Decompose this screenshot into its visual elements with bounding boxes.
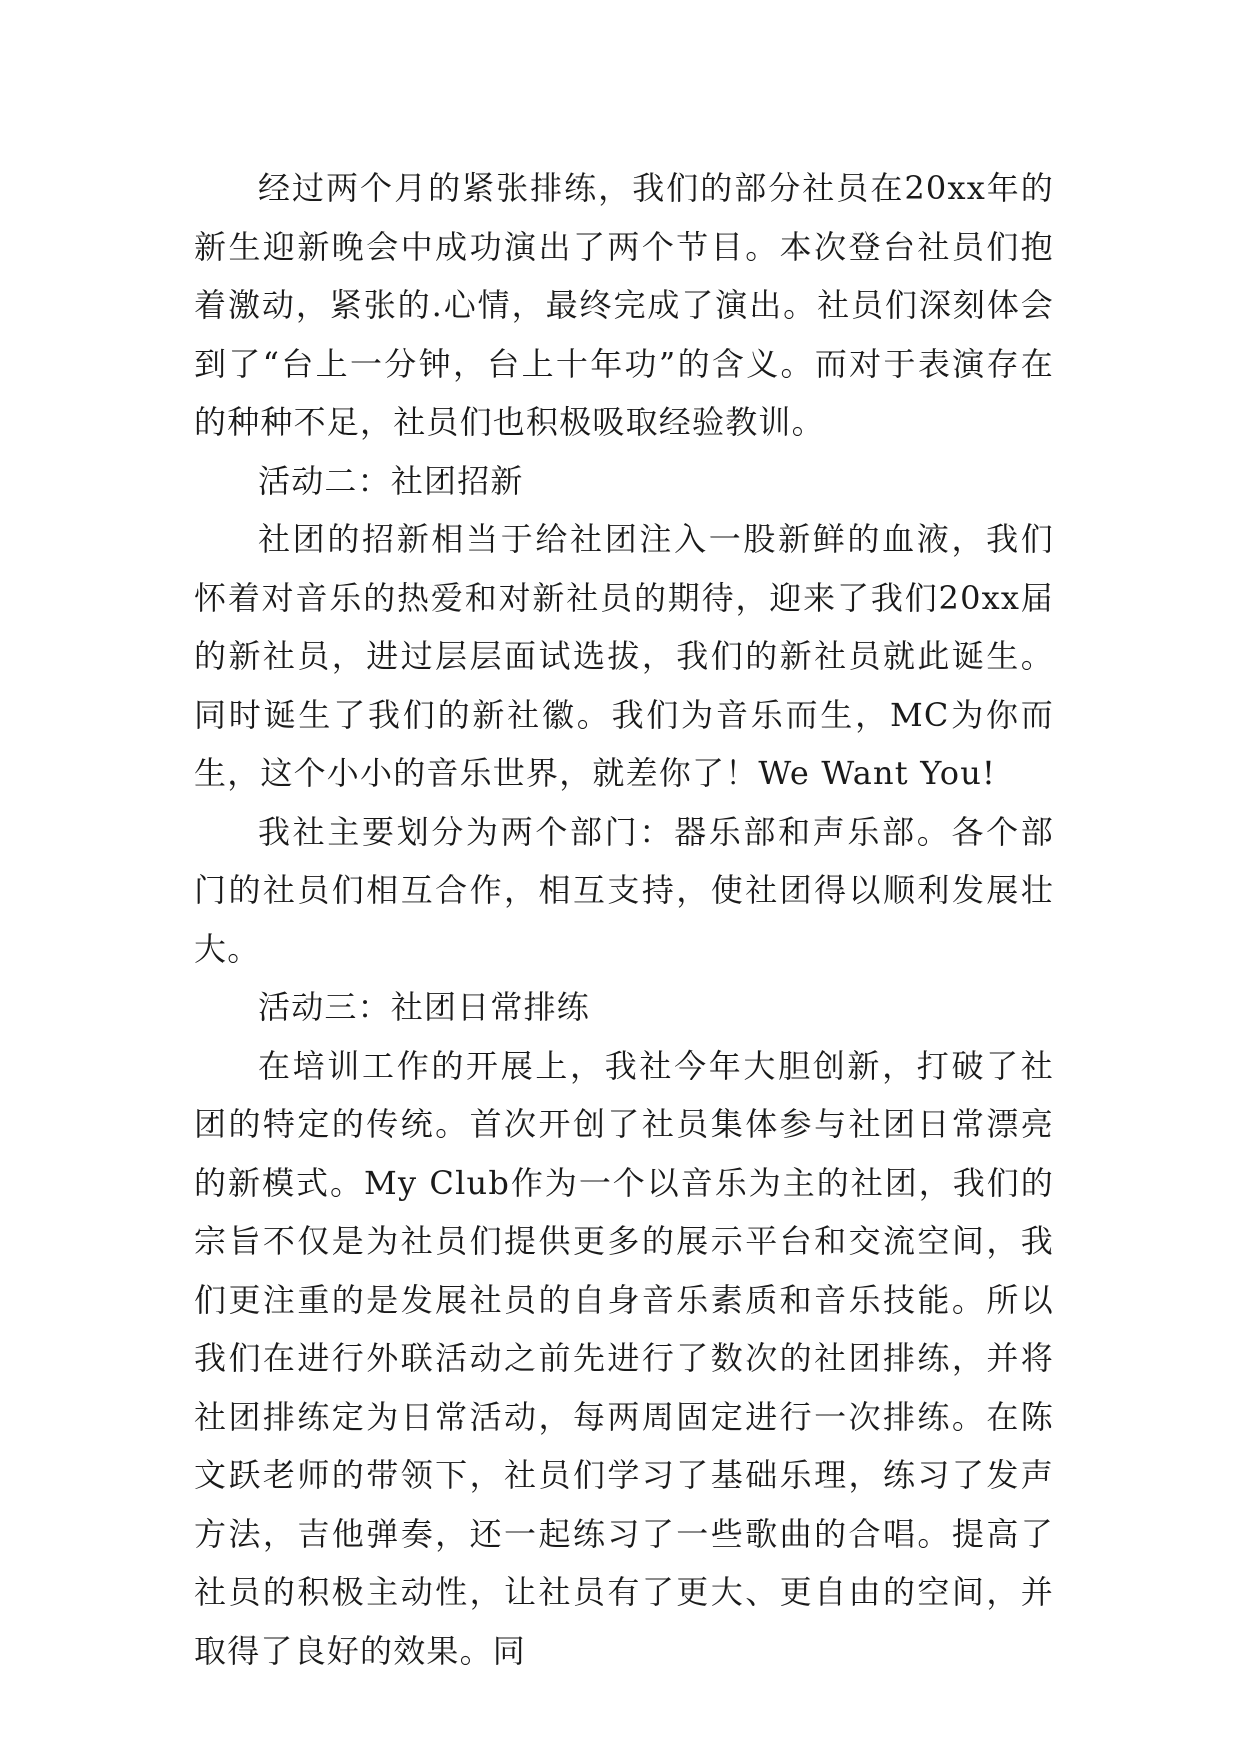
heading-activity-two: 活动二：社团招新 xyxy=(258,461,524,500)
paragraph-daily-rehearsal: 在培训工作的开展上，我社今年大胆创新，打破了社团的特定的传统。首次开创了社员集体参与社团日常漂亮的新模式。My Club作为一个以音乐为主的社团，我们的宗旨不仅是为社员们提供更多的展示平台和交流空间，我们更注重的是发展社员的自身音乐素质和音乐技能。所以我们在进行外联活动之前先进行了数次的社团排练，并将社团排练定为日常活动，每两周固定进行一次排练。在陈文跃老师的带领下，社员们学习了基础乐理，练习了发声方法，吉他弹奏，还一起练习了一些歌曲的合唱。提高了社员的积极主动性，让社员有了更大、更自由的空间，并取得了良好的效果。同 xyxy=(194,1046,1054,1670)
heading-activity-three: 活动三：社团日常排练 xyxy=(258,988,591,1026)
paragraph-performance-summary: 经过两个月的紧张排练，我们的部分社员在20xx年的新生迎新晚会中成功演出了两个节目。本次登台社员们抱着激动，紧张的.心情，最终完成了演出。社员们深刻体会到了“台上一分钟，台上十年功”的含义。而对于表演存在的种种不足，社员们也积极吸取经验教训。 xyxy=(194,169,1054,441)
paragraph-departments: 我社主要划分为两个部门：器乐部和声乐部。各个部门的社员们相互合作，相互支持，使社团得以顺利发展壮大。 xyxy=(194,812,1054,968)
paragraph-recruitment: 社团的招新相当于给社团注入一股新鲜的血液，我们怀着对音乐的热爱和对新社员的期待，迎来了我们20xx届的新社员，进过层层面试选拔，我们的新社员就此诞生。同时诞生了我们的新社徽。我们为音乐而生，MC为你而生，这个小小的音乐世界，就差你了！We Want You! xyxy=(194,520,1054,792)
document-body xyxy=(194,159,1054,1680)
